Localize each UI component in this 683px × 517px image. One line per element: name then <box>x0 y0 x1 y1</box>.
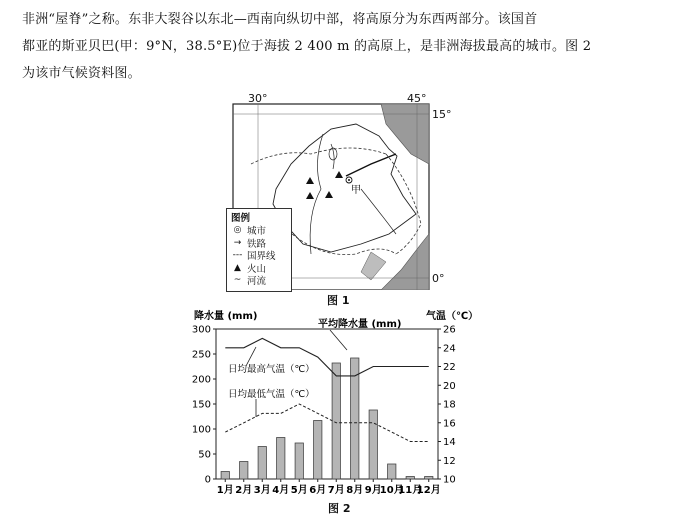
min-temp-series-label: 日均最低气温（℃） <box>228 389 315 400</box>
paragraph-line-2: 都亚的斯亚贝巴(甲：9°N，38.5°E)位于海拔 2 400 m 的高原上，是非洲海拔最高的城市。图 2 <box>22 39 592 54</box>
x-tick-label-2: 2月 <box>235 485 253 496</box>
x-tick-label-3: 3月 <box>253 485 271 496</box>
precip-bar-6 <box>314 421 322 480</box>
border-icon: --- <box>232 250 243 261</box>
right-tick-label-1: 12 <box>443 455 456 467</box>
right-tick-label-8: 26 <box>443 324 456 336</box>
x-tick-label-6: 6月 <box>309 485 327 496</box>
paragraph-line-3: 为该市气候资料图。 <box>22 66 141 81</box>
right-tick-label-2: 14 <box>443 437 456 448</box>
plot-frame <box>216 329 438 479</box>
x-tick-label-4: 4月 <box>272 485 290 496</box>
legend-item-volcano: ▲ 火山 <box>227 262 291 275</box>
right-tick-label-6: 22 <box>443 362 456 373</box>
max-temp-series-label: 日均最高气温（℃） <box>228 364 315 375</box>
right-tick-label-7: 24 <box>443 343 456 355</box>
precip-bar-12 <box>425 477 433 480</box>
legend-title: 图例 <box>231 213 251 224</box>
climate-chart-svg <box>180 307 500 507</box>
right-tick-label-0: 10 <box>443 474 456 486</box>
precip-bar-11 <box>406 477 414 480</box>
lon-left-label: 30° <box>248 92 268 105</box>
precip-bar-1 <box>221 472 229 480</box>
legend-item-border: --- 国界线 <box>232 250 276 263</box>
lon-right-label: 45° <box>407 92 427 105</box>
precip-bar-3 <box>258 447 266 480</box>
figure-1-caption: 图 1 <box>327 294 350 307</box>
precip-bar-4 <box>277 438 285 480</box>
figure-1-map <box>221 94 465 290</box>
left-tick-label-4: 200 <box>191 374 211 386</box>
paragraph-line-1: 非洲“屋脊”之称。东非大裂谷以东北—西南向纵切中部，将高原分为东西两部分。该国首 <box>22 12 538 27</box>
question-paragraph <box>22 6 662 87</box>
x-tick-label-11: 11月 <box>398 485 423 496</box>
right-tick-label-4: 18 <box>443 399 456 411</box>
x-tick-label-10: 10月 <box>379 485 404 496</box>
x-tick-label-5: 5月 <box>290 485 308 496</box>
lat-bottom-label: 0° <box>432 272 445 285</box>
legend-item-city: ◎ 城市 <box>227 224 291 237</box>
precip-bar-9 <box>369 410 377 479</box>
x-tick-label-12: 12月 <box>416 485 441 496</box>
left-tick-label-6: 300 <box>191 324 211 336</box>
right-tick-label-5: 20 <box>443 380 456 392</box>
x-tick-label-9: 9月 <box>364 485 382 496</box>
volcano-icon: ▲ <box>234 262 241 273</box>
legend-item-railway: → 铁路 <box>227 237 291 250</box>
right-axis-label: 气温（℃） <box>426 311 479 322</box>
left-tick-label-0: 0 <box>204 474 211 486</box>
precip-bar-2 <box>240 462 248 480</box>
river-icon: ~ <box>233 275 242 286</box>
precip-bar-7 <box>332 363 340 479</box>
precip-bar-5 <box>295 443 303 479</box>
precip-bar-10 <box>388 464 396 479</box>
precip-series-label: 平均降水量 (mm) <box>318 319 402 330</box>
city-label: 甲 <box>351 185 361 196</box>
left-tick-label-1: 50 <box>198 449 211 461</box>
map-legend <box>226 208 292 292</box>
lat-top-label: 15° <box>432 108 452 121</box>
x-tick-label-1: 1月 <box>216 485 234 496</box>
left-tick-label-5: 250 <box>191 349 211 361</box>
legend-item-river: ~ 河流 <box>227 274 291 287</box>
city-icon: ◎ <box>233 225 242 236</box>
x-tick-label-7: 7月 <box>327 485 345 496</box>
x-tick-label-8: 8月 <box>346 485 364 496</box>
precip-pointer <box>330 330 347 350</box>
right-tick-label-3: 16 <box>443 418 456 430</box>
left-tick-label-3: 150 <box>191 399 211 411</box>
figure-2-caption: 图 2 <box>328 502 351 515</box>
left-axis-label: 降水量 (mm) <box>194 311 258 322</box>
railway-icon: → <box>233 237 242 248</box>
left-tick-label-2: 100 <box>191 424 211 436</box>
figure-2-chart <box>180 307 500 507</box>
